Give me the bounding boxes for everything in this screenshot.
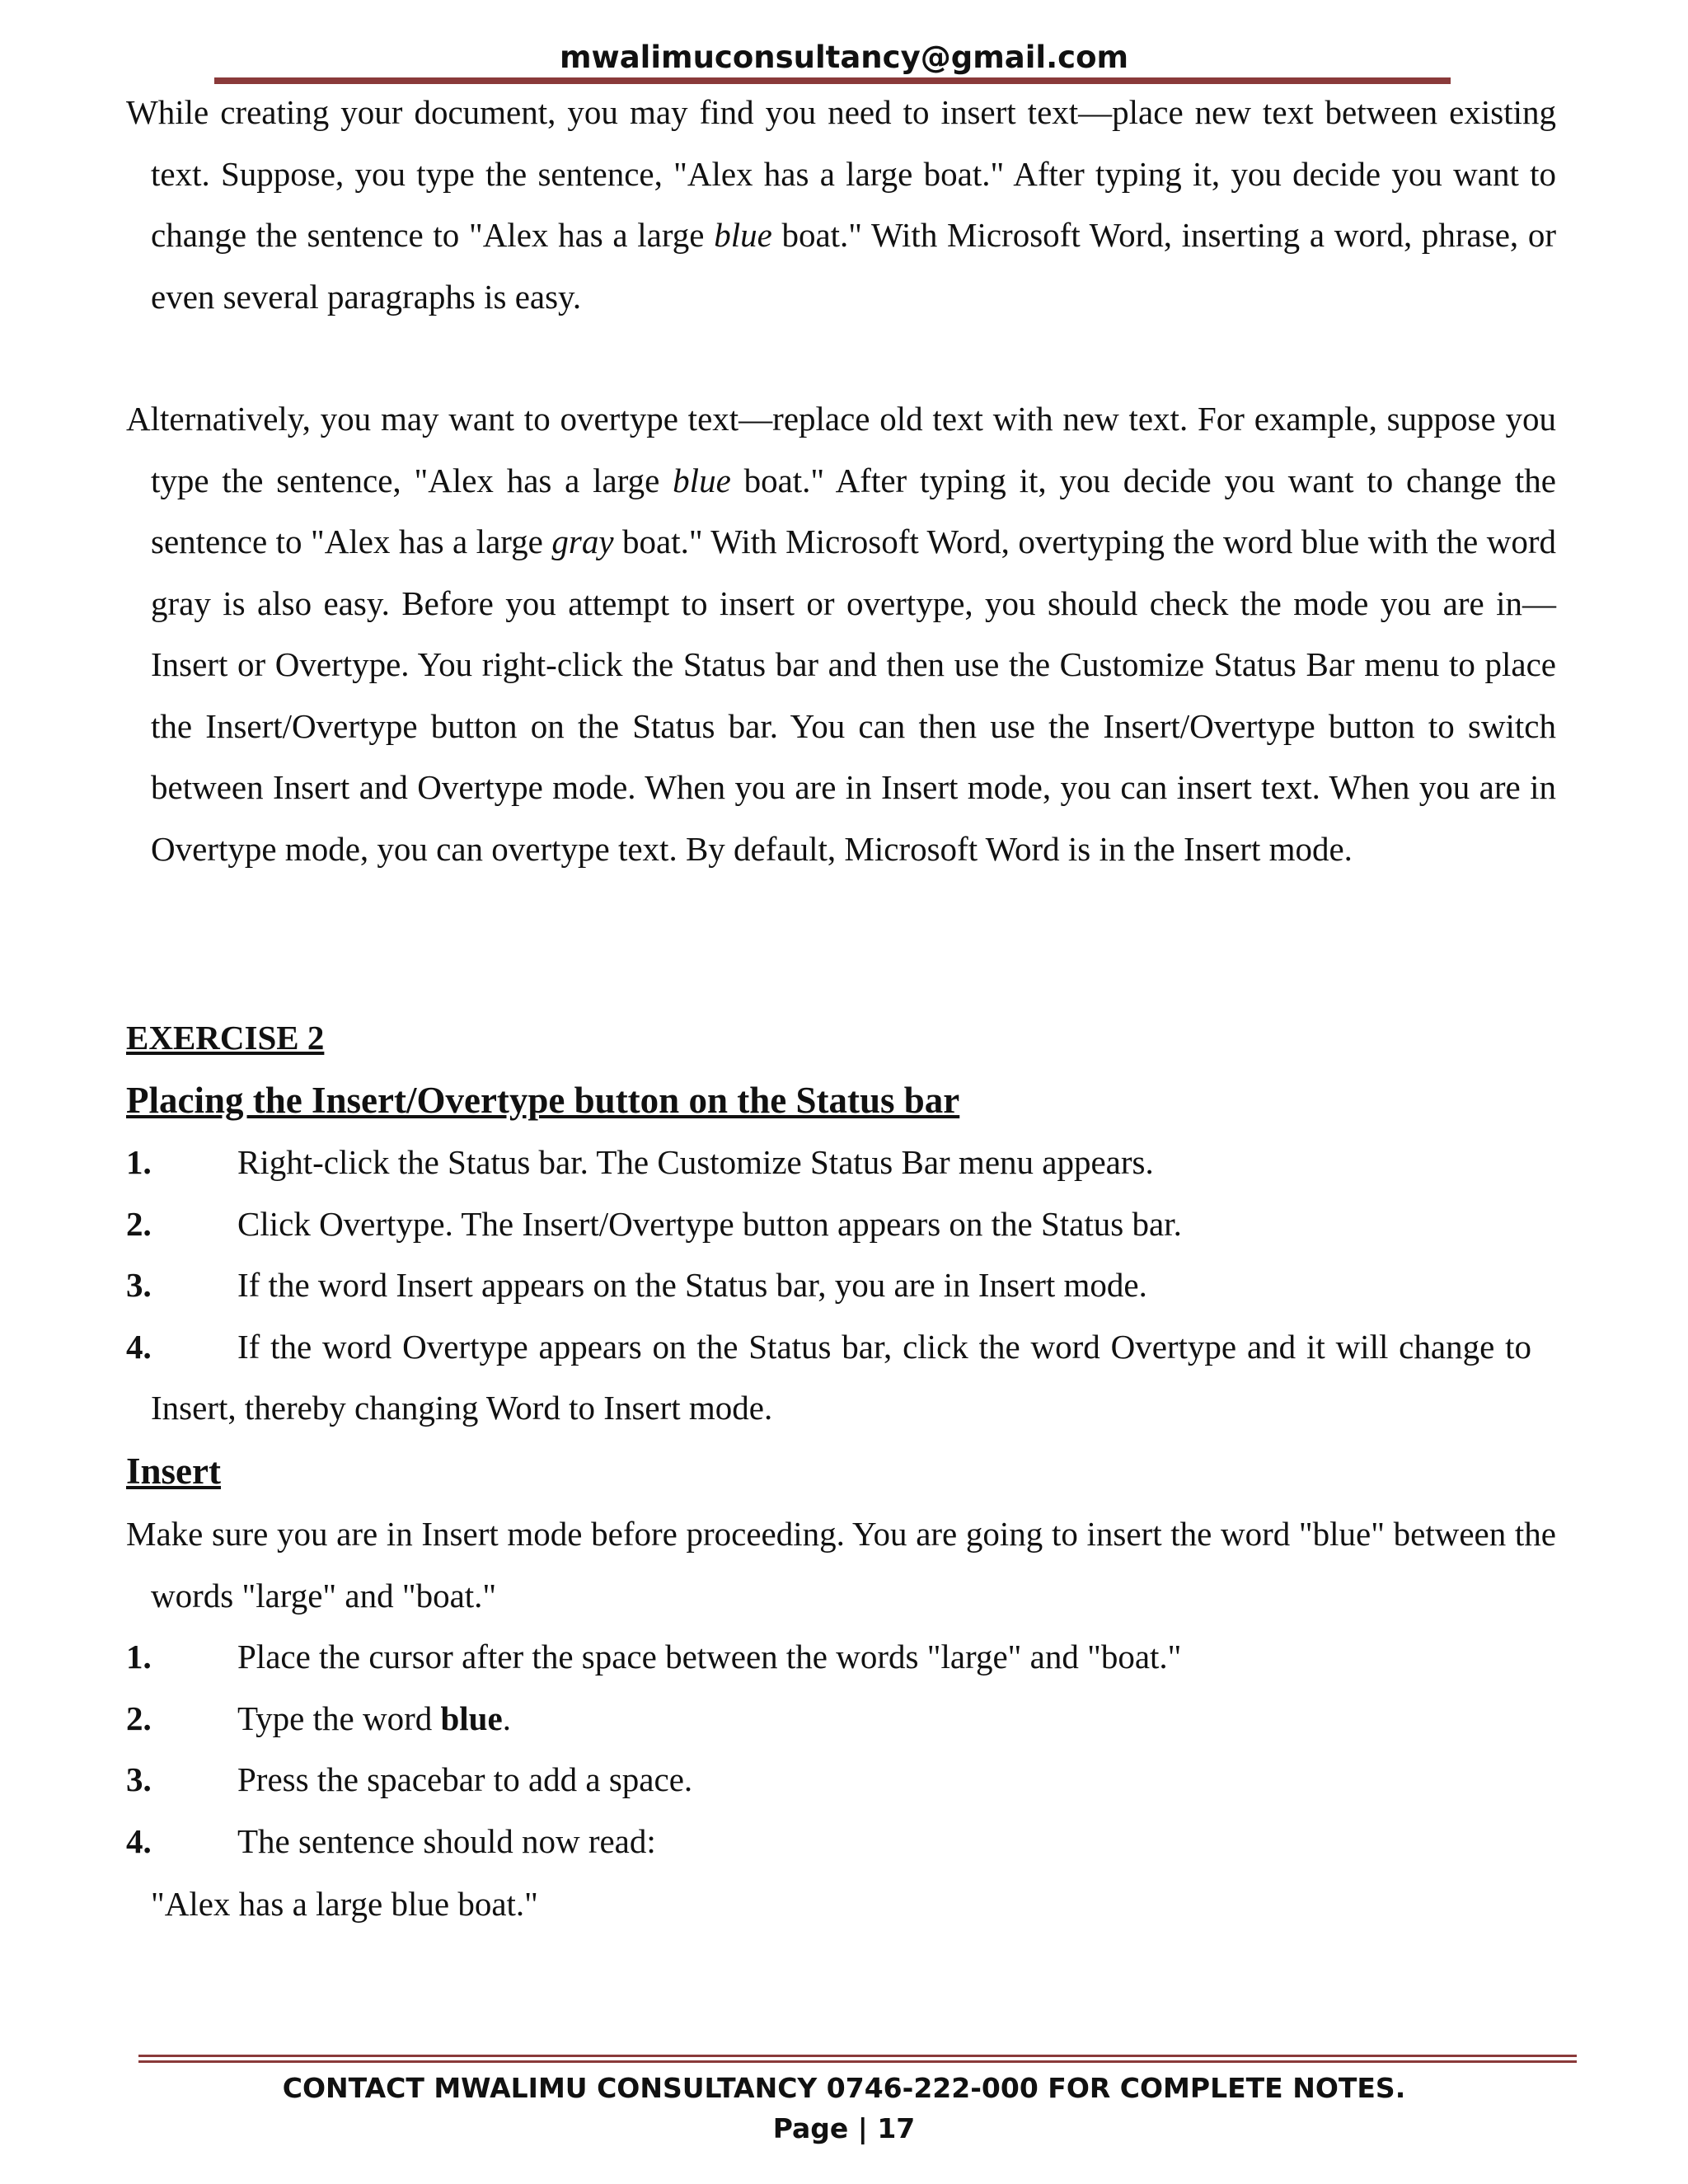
paragraph-text: While creating your document, you may find you need to insert text—place new text between existing text. Suppose, you type the sentence, "Alex has a large boat." After typing it, you decide you want to change the sentence to "Alex has a large: [126, 93, 1556, 254]
list-item: [126, 1811, 1531, 1872]
paragraph-overtype-text: [126, 388, 1556, 879]
paragraph-insert-text: [126, 82, 1556, 327]
header-email: mwalimuconsultancy@gmail.com: [559, 40, 1129, 75]
paragraph-text: boat." With Microsoft Word, overtyping the word blue with the word gray is also easy. Before you attempt to insert or overtype, you should check the mode you are in—Insert or Overtype. You right-click the Status bar and then use the Customize Status Bar menu to place the Insert/Overtype button on the Status bar. You can then use the Insert/Overtype button to switch between Insert and Overtype mode. When you are in Insert mode, you can insert text. When you are in Overtype mode, you can overtype text. By default, Microsoft Word is in the Insert mode.: [151, 523, 1556, 868]
step-text: .: [502, 1699, 511, 1737]
list-item: [126, 1626, 1531, 1688]
step-number: 2.: [126, 1204, 152, 1243]
page-number: Page | 17: [772, 2112, 916, 2144]
step-text: If the word Insert appears on the Status bar, you are in Insert mode.: [237, 1266, 1147, 1304]
step-number: 4.: [126, 1821, 152, 1860]
example-sentence: "Alex has a large blue boat.": [151, 1885, 538, 1923]
step-number: 3.: [126, 1266, 152, 1304]
list-item: [126, 1254, 1531, 1316]
exercise-steps: [126, 1132, 1531, 1439]
step-number: 4.: [126, 1327, 152, 1366]
insert-section-title: Insert: [126, 1451, 221, 1492]
step-number: 1.: [126, 1638, 152, 1675]
list-item: [126, 1749, 1531, 1811]
step-text: Click Overtype. The Insert/Overtype button appears on the Status bar.: [237, 1204, 1182, 1243]
paragraph-text: Alternatively, you may want to overtype text—replace old text with new text. For example, suppose you type the sentence, "Alex has a large: [126, 400, 1556, 499]
footer-rule-top: [138, 2055, 1577, 2057]
list-item: [126, 1316, 1531, 1439]
step-text: If the word Overtype appears on the Status bar, click the word Overtype and it will change to Insert, thereby changing Word to Insert mode.: [151, 1327, 1531, 1427]
step-number: 3.: [126, 1760, 152, 1798]
footer-contact: CONTACT MWALIMU CONSULTANCY 0746-222-000 FOR COMPLETE NOTES.: [282, 2072, 1406, 2104]
bold-word: blue: [440, 1699, 503, 1737]
paragraph-text: boat." With Microsoft Word, inserting a word, phrase, or even several paragraphs is easy.: [151, 216, 1556, 316]
paragraph-text: boat." After typing it, you decide you want to change the sentence to "Alex has a large: [151, 461, 1556, 560]
exercise-subtitle: Placing the Insert/Overtype button on the Status bar: [126, 1080, 960, 1121]
list-item: [126, 1132, 1531, 1193]
list-item: [126, 1193, 1531, 1255]
exercise-title: EXERCISE 2: [126, 1019, 325, 1057]
step-number: 1.: [126, 1143, 152, 1181]
step-text: Right-click the Status bar. The Customize Status Bar menu appears.: [237, 1143, 1154, 1181]
step-text: The sentence should now read:: [237, 1821, 656, 1860]
list-item: [126, 1688, 1531, 1750]
footer-rule-bottom: [138, 2060, 1577, 2063]
emphasis-word: blue: [714, 216, 772, 254]
emphasis-word: gray: [551, 523, 614, 560]
step-text: Type the word: [237, 1699, 441, 1737]
step-text: Press the spacebar to add a space.: [237, 1760, 693, 1798]
paragraph-text: Make sure you are in Insert mode before proceeding. You are going to insert the word "blue" between the words "large" and "boat.": [126, 1515, 1556, 1615]
step-number: 2.: [126, 1699, 152, 1737]
emphasis-word: blue: [673, 461, 731, 499]
step-text: Place the cursor after the space between the words "large" and "boat.": [237, 1638, 1182, 1675]
insert-steps: [126, 1626, 1531, 1872]
insert-intro: [126, 1503, 1556, 1626]
